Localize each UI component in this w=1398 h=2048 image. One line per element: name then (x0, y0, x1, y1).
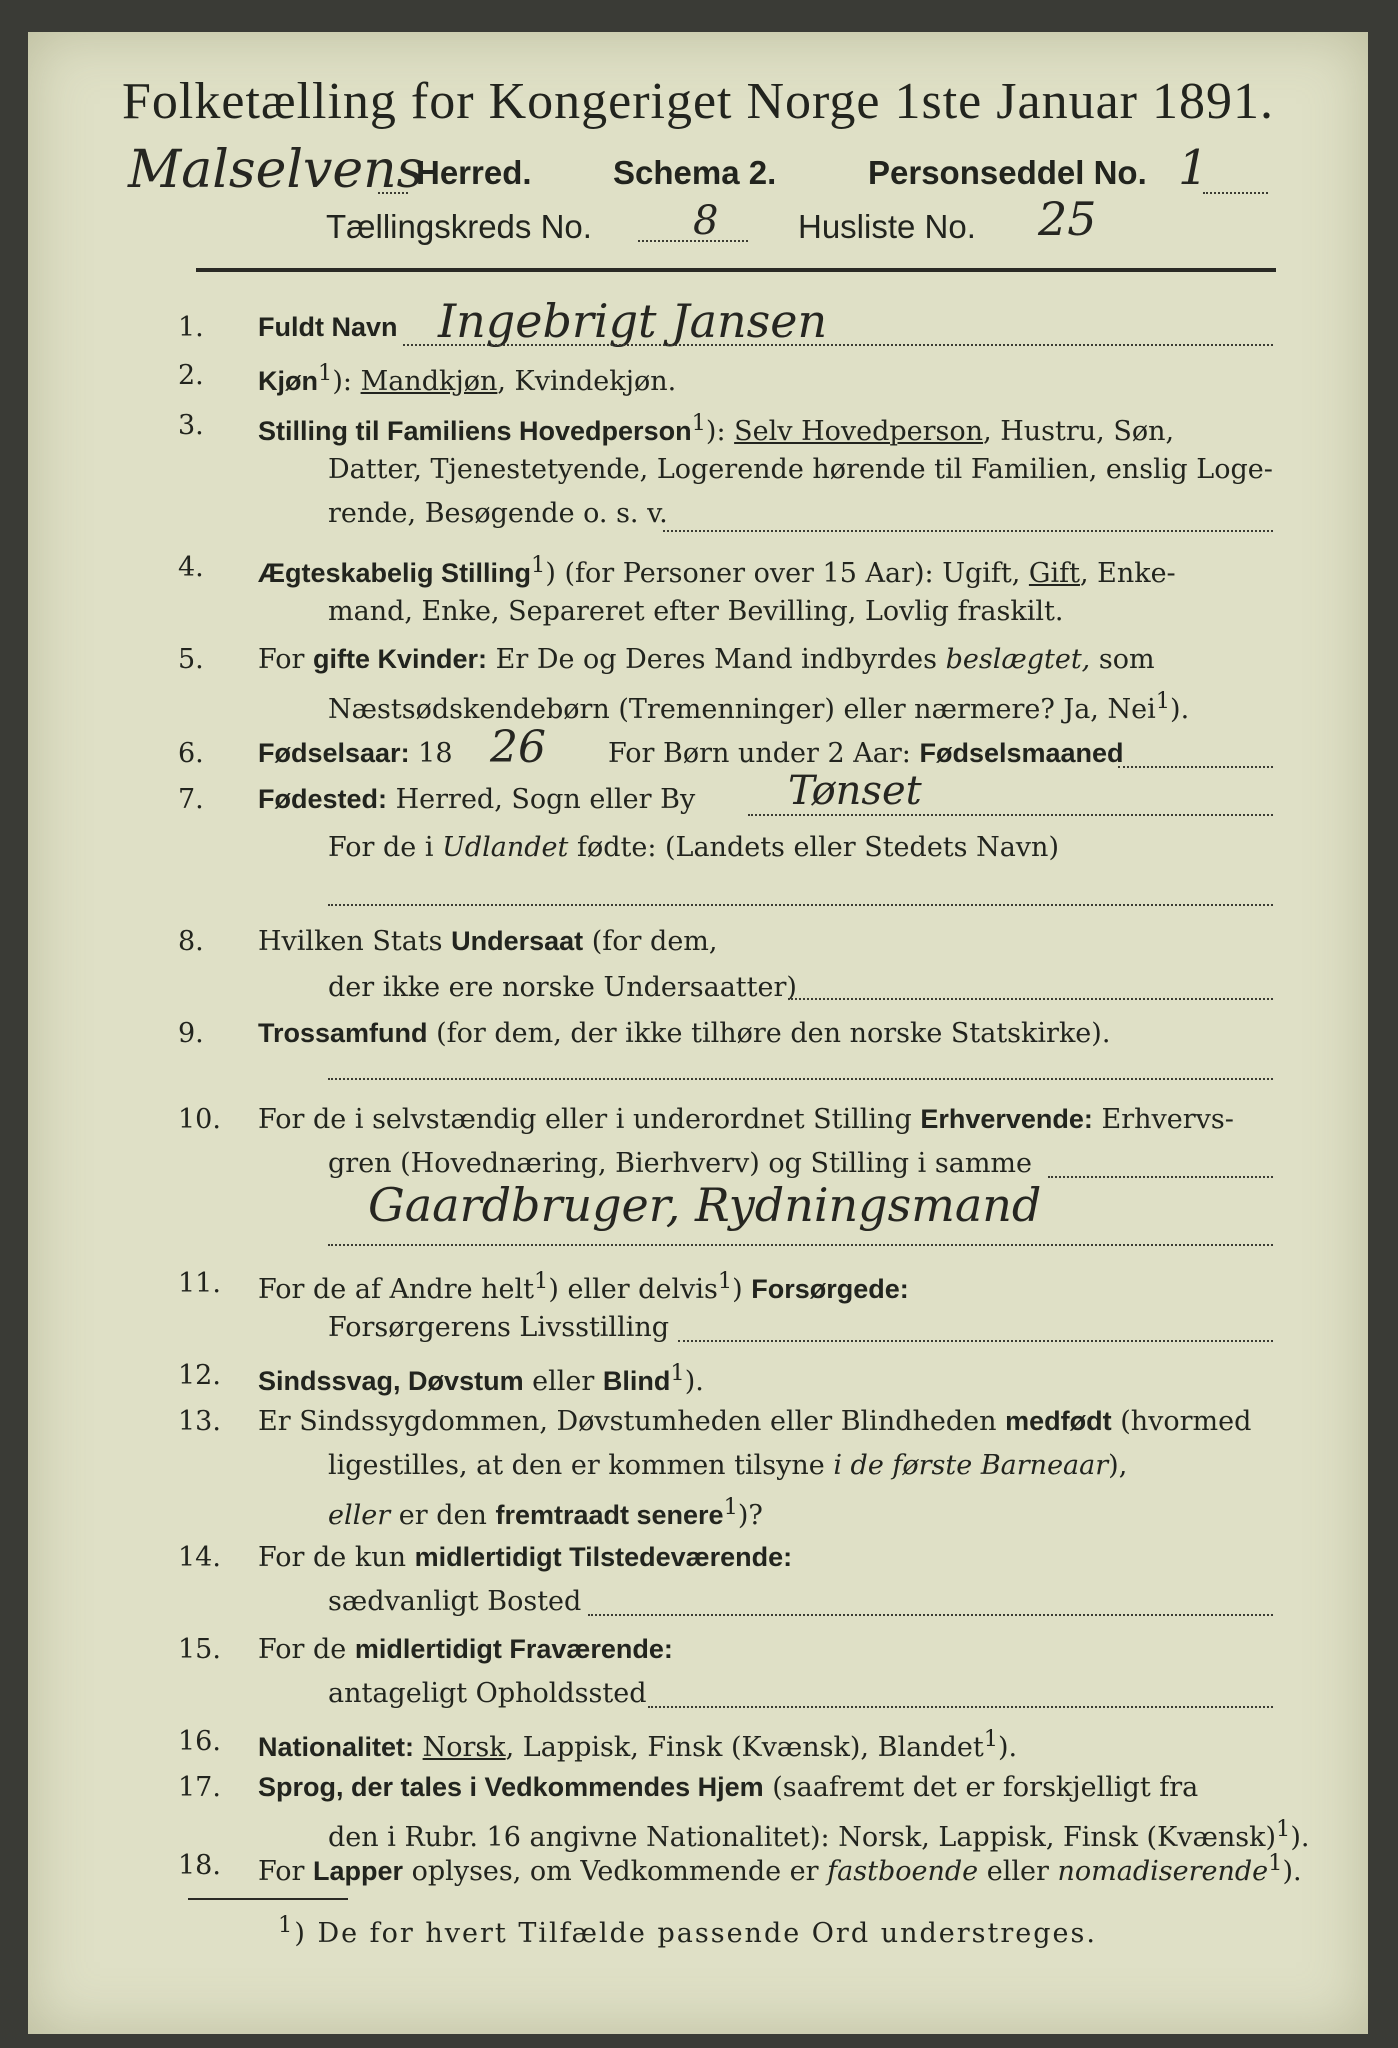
q16-text: Nationalitet: Norsk, Lappisk, Finsk (Kvænsk), Blandet$^1$). (258, 1726, 1018, 1763)
q12-number: 12. (178, 1360, 221, 1391)
dotted-line (328, 1244, 1273, 1246)
q17-text (258, 1772, 1198, 1803)
q3-sup: 1 (691, 410, 706, 436)
q16-number: 16. (178, 1726, 221, 1757)
q12-text: Sindssvag, Døvstum eller Blind$^1$). (258, 1360, 704, 1397)
q10-rest: Erhvervs- (1101, 1104, 1234, 1135)
q12-mid: eller (532, 1366, 595, 1397)
q16-option-norsk: Norsk (422, 1732, 506, 1763)
q18-rest: oplyses, om Vedkommende er (411, 1856, 819, 1887)
q17-line2-text: den i Rubr. 16 angivne Nationalitet): Norsk, Lappisk, Finsk (Kvænsk) (328, 1822, 1277, 1853)
q13-line3c: )? (737, 1500, 763, 1531)
q13-line2-italic: i de første Barneaar (833, 1450, 1109, 1481)
q4-number: 4. (178, 552, 204, 583)
q5-rest2: som (1098, 644, 1155, 675)
q18-pre: For (258, 1856, 305, 1887)
q4-sup: 1 (531, 552, 546, 578)
q5-sup: 1 (1155, 688, 1171, 714)
q14-text (258, 1542, 792, 1573)
q11-number: 11. (178, 1268, 221, 1299)
herred-label: Herred. (416, 154, 532, 191)
dotted-line (748, 814, 1273, 816)
taellingskreds-number: 8 (693, 198, 719, 244)
header-rule (196, 268, 1276, 272)
q8-pre: Hvilken Stats (258, 926, 443, 957)
footnote-text: ) De for hvert Tilfælde passende Ord understreges. (294, 1918, 1097, 1949)
q7-line2-italic: Udlandet (442, 832, 569, 863)
q5-italic: beslægtet, (945, 644, 1091, 675)
q13-line2a: ligestilles, at den er kommen tilsyne (328, 1450, 825, 1481)
q13-rest: (hvormed (1120, 1406, 1252, 1437)
footnote (278, 1912, 1097, 1949)
q8-label: Undersaat (451, 926, 584, 956)
footnote-rule (188, 1898, 348, 1900)
q8-rest: (for dem, (591, 926, 718, 957)
q3-number: 3. (178, 410, 204, 441)
q6-answer-year: 26 (490, 722, 546, 773)
q7-line2b: fødte: (Landets eller Stedets Navn) (576, 832, 1059, 863)
q13-pre: Er Sindssygdommen, Døvstumheden eller Blindheden (258, 1406, 997, 1437)
q9-rest: (for dem, der ikke tilhøre den norske Statskirke). (436, 1018, 1111, 1049)
dotted-line (638, 240, 748, 242)
q7-label: Fødested: (258, 784, 388, 814)
q10-text (258, 1104, 1234, 1135)
form-title: Folketælling for Kongeriget Norge 1ste Januar 1891. (122, 73, 1274, 130)
q5-label: gifte Kvinder: (313, 644, 488, 674)
q3-label: Stilling til Familiens Hovedperson (258, 416, 692, 446)
q4-rest1: ) (for Personer over 15 Aar): Ugift, (545, 558, 1021, 589)
q18-italic1: fastboende (827, 1856, 979, 1887)
q13-line2b: ), (1108, 1450, 1128, 1481)
q8-number: 8. (178, 926, 204, 957)
dotted-line (378, 192, 408, 194)
personseddel-number: 1 (1178, 140, 1209, 196)
dotted-line (663, 530, 1273, 532)
q17-end: ). (1290, 1822, 1310, 1853)
q3-line3: rende, Besøgende o. s. v. (328, 498, 668, 529)
q10-label: Erhvervende: (920, 1104, 1093, 1134)
q3-line2: Datter, Tjenestetyende, Logerende hørende til Familien, enslig Loge- (328, 454, 1273, 485)
q9-number: 9. (178, 1018, 204, 1049)
dotted-line (588, 1614, 1273, 1616)
q15-text (258, 1634, 673, 1665)
q11-label: Forsørgede: (751, 1274, 909, 1304)
q14-number: 14. (178, 1542, 221, 1573)
footnote-sup: 1 (278, 1912, 295, 1938)
q18-italic2: nomadiserende (1057, 1856, 1269, 1887)
q7-number: 7. (178, 784, 204, 815)
personseddel-label: Personseddel No. (868, 154, 1147, 191)
q7-rest: Herred, Sogn eller By (395, 784, 696, 815)
q18-label: Lapper (313, 1856, 404, 1886)
q13-number: 13. (178, 1406, 221, 1437)
q4-option-gift: Gift (1028, 558, 1080, 589)
dotted-line (1048, 1176, 1273, 1178)
q10-pre: For de i selvstændig eller i underordnet Stilling (258, 1104, 912, 1135)
q1-answer-name: Ingebrigt Jansen (438, 294, 828, 348)
q2-number: 2. (178, 360, 204, 391)
q10-number: 10. (178, 1104, 221, 1135)
municipality-handwritten: Malselvens (128, 140, 424, 200)
dotted-line (1118, 766, 1273, 768)
q5-line2 (328, 688, 1189, 725)
q4-line2: mand, Enke, Separeret efter Bevilling, Lovlig fraskilt. (328, 596, 1064, 627)
q5-rest1: Er De og Deres Mand indbyrdes (495, 644, 937, 675)
q6-text (258, 738, 453, 769)
q2-rest: ): (332, 366, 352, 397)
q2-sup: 1 (318, 360, 333, 386)
q16-label: Nationalitet: (258, 1732, 415, 1762)
dotted-line (328, 1078, 1273, 1080)
q15-line2: antageligt Opholdssted (328, 1678, 647, 1709)
q13-line3-italic: eller (328, 1500, 391, 1531)
q12-label: Sindssvag, Døvstum (258, 1366, 524, 1396)
q9-label: Trossamfund (258, 1018, 428, 1048)
q16-end: ). (998, 1732, 1018, 1763)
q12-label2: Blind (602, 1366, 671, 1396)
q6-prefix: 18 (418, 738, 453, 769)
dotted-line (788, 998, 1273, 1000)
q13-text (258, 1406, 1251, 1437)
q1-number: 1. (178, 312, 204, 343)
q3-option-selv-hovedperson: Selv Hovedperson (734, 416, 984, 447)
q2-text (258, 360, 676, 397)
q14-line2: sædvanligt Bosted (328, 1586, 582, 1617)
q16-rest: , Lappisk, Finsk (Kvænsk), Blandet (505, 1732, 984, 1763)
q11-line2: Forsørgerens Livsstilling (328, 1312, 670, 1343)
dotted-line (328, 904, 1273, 906)
q17-number: 17. (178, 1772, 221, 1803)
q18-end: ). (1282, 1856, 1302, 1887)
q2-option-mandkjon: Mandkjøn (360, 366, 498, 397)
dotted-line (1203, 192, 1268, 194)
q7-text (258, 784, 695, 815)
q11-mid: ) eller delvis (548, 1274, 718, 1305)
q11-text: For de af Andre helt$^1$) eller delvis$^1$) Forsørgede: (258, 1268, 909, 1305)
q13-line2 (328, 1450, 1127, 1481)
q17-label: Sprog, der tales i Vedkommendes Hjem (258, 1772, 764, 1802)
q6-label2: Fødselsmaaned (919, 738, 1124, 768)
q18-mid: eller (986, 1856, 1049, 1887)
schema-label: Schema 2. (613, 154, 777, 191)
q4-text (258, 552, 1176, 589)
q5-line2-text: Næstsødskendebørn (Tremenninger) eller nærmere? Ja, Nei (328, 694, 1156, 725)
taellingskreds-label: Tællingskreds No. (326, 208, 592, 245)
q7-answer-birthplace: Tønset (788, 768, 922, 814)
q5-text (258, 644, 1155, 675)
q14-pre: For de kun (258, 1542, 406, 1573)
husliste-label: Husliste No. (798, 208, 976, 245)
q5-pre: For (258, 644, 305, 675)
dotted-line (648, 1706, 1273, 1708)
q12-end: ). (684, 1366, 704, 1397)
q2-label: Kjøn (258, 366, 318, 396)
q4-rest2: , Enke- (1079, 558, 1176, 589)
q3-rest: , Hustru, Søn, (983, 416, 1175, 447)
q13-line3-bold: fremtraadt senere (495, 1500, 724, 1530)
dotted-line (678, 1340, 1273, 1342)
q6-rest (608, 738, 1124, 769)
q3-text: Stilling til Familiens Hovedperson$^1$): Selv Hovedperson, Hustru, Søn, (258, 410, 1175, 447)
q15-number: 15. (178, 1634, 221, 1665)
q8-line2: der ikke ere norske Undersaatter) (328, 972, 797, 1003)
q4-label: Ægteskabelig Stilling (258, 558, 532, 588)
q13-line3a: er den (398, 1500, 487, 1531)
q11-pre: For de af Andre helt (258, 1274, 535, 1305)
q6-rest-text: For Børn under 2 Aar: (608, 738, 911, 769)
q13-line3: eller er den fremtraadt senere$^1$)? (328, 1494, 763, 1531)
q17-line2: den i Rubr. 16 angivne Nationalitet): Norsk, Lappisk, Finsk (Kvænsk)$^1$). (328, 1816, 1310, 1853)
q7-line2a: For de i (328, 832, 434, 863)
q13-label: medfødt (1005, 1406, 1112, 1436)
q8-text (258, 926, 717, 957)
q6-number: 6. (178, 738, 204, 769)
q18-text: For Lapper oplyses, om Vedkommende er fastboende eller nomadiserende$^1$). (258, 1850, 1302, 1887)
husliste-number: 25 (1038, 192, 1097, 246)
q5-number: 5. (178, 644, 204, 675)
q18-number: 18. (178, 1850, 221, 1881)
q10-line2: gren (Hovednæring, Bierhverv) og Stilling i samme (328, 1148, 1033, 1179)
q10-answer-occupation: Gaardbruger, Rydningsmand (368, 1178, 1042, 1232)
q15-label: midlertidigt Fraværende: (354, 1634, 673, 1664)
q9-text (258, 1018, 1110, 1049)
dotted-line (403, 344, 1273, 346)
q17-rest: (saafremt det er forskjelligt fra (772, 1772, 1199, 1803)
q14-label: midlertidigt Tilstedeværende: (414, 1542, 793, 1572)
q15-pre: For de (258, 1634, 347, 1665)
q1-label: Fuldt Navn (258, 312, 398, 342)
q6-label: Fødselsaar: (258, 738, 410, 768)
q7-line2 (328, 832, 1059, 863)
q2-option-kvindekjon: , Kvindekjøn. (497, 366, 677, 397)
census-form-sheet (28, 32, 1368, 2034)
q5-end: ). (1170, 694, 1190, 725)
